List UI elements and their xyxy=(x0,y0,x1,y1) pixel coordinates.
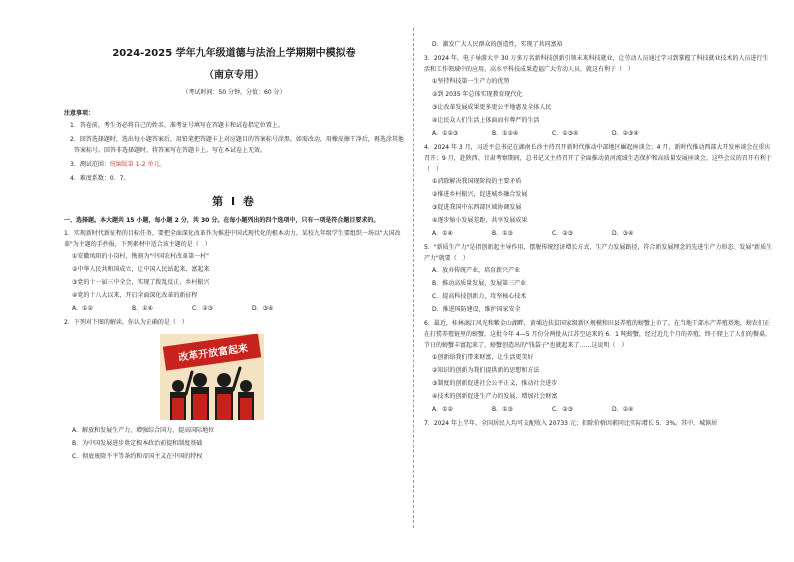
question-3-statement: ②到 2035 年总体实现教育现代化 xyxy=(432,91,523,98)
question-6-choices xyxy=(424,403,774,416)
choice: B．①③ xyxy=(492,406,513,413)
note-item-prefix: 3．测试范围： xyxy=(70,161,110,168)
choice: B．①④ xyxy=(132,305,153,312)
choice: D．②④ xyxy=(612,406,634,413)
choice: C．①③④ xyxy=(552,130,579,137)
test-scope: 统编版第 1-2 单元。 xyxy=(109,161,166,168)
question-3-statement: ④让民众人们生活上体面而有尊严的生活 xyxy=(432,117,540,124)
notes-heading: 注意事项： xyxy=(64,110,95,117)
exam-meta: （考试时间：50 分钟，分值：60 分） xyxy=(182,89,286,96)
question-4-statement: ②推进乡村振兴，促进城乡融合发展 xyxy=(432,191,528,198)
choice: C．②③ xyxy=(192,305,213,312)
section-instruction: 一、选择题。本大题共 15 小题，每小题 2 分，共 30 分。在每小题列出的四个选项中，只有一项是符合题目要求的。 xyxy=(64,217,380,224)
question-1-statement: ①安徽凤阳的小岗村，镌刻为"中国农村改革第一村" xyxy=(72,253,209,260)
note-item: 4．难度系数：0．7。 xyxy=(70,175,130,182)
choice: B．①③ xyxy=(492,230,513,237)
question-2-option: D．激发广大人民群众的创造性，实现了共同富裕 xyxy=(432,41,563,48)
question-6-statement: ④技术的创新促进生产力的发展，增加社会财富 xyxy=(432,393,558,400)
choice: A．①②③ xyxy=(432,130,459,137)
section-title: 第 I 卷 xyxy=(212,195,256,208)
choice: A．①② xyxy=(432,406,453,413)
question-4-statement: ③促进我国中东西部区域协调发展 xyxy=(432,204,522,211)
question-4-choices xyxy=(424,227,774,240)
note-item: 1．答卷前，考生务必将自己的姓名、准考证号填写在答题卡和试卷指定位置上。 xyxy=(70,122,284,129)
question-1-statement: ④党的十八大以来，开启全面深化改革的新征程 xyxy=(72,292,198,299)
question-2-option: A．解放和发展生产力，增强综合国力，提高国际地位 xyxy=(72,427,215,434)
question-3-stem: 3．2024 年，电子导游大平 30 万多万名新科技创新引领未来科技就业，让劳动人员通过学习到掌握了科技就业技术的人员进行生活和工作领域中的应用。高水平科技成果造福广大劳动人员，就这有利于（ ） xyxy=(424,55,769,73)
question-3-statement: ③让改革发展成果更多更公平地惠及全体人民 xyxy=(432,104,552,111)
note-item xyxy=(64,159,404,170)
left-column xyxy=(64,30,404,463)
question-4-statement: ④逐步缩小发展差距，共享发展成果 xyxy=(432,217,528,224)
right-column xyxy=(424,30,774,429)
question-4-stem: 4．2024 年 3 月，习近平总书记在湖南长沙主持召开新时代推动中部地区崛起座谈会；4 月，新时代推动西部大开发座谈会在重庆召开；9 月，赴陕西、甘肃考察期间，总书记又主持召开了全面推动黄河流域生态保护和高质量发展座谈会。这些会议的召开有利于（ ） xyxy=(424,144,772,173)
poster-text: 改革开放富起来 xyxy=(177,343,249,364)
choice: D．②③④ xyxy=(612,130,639,137)
question-6-statement: ②知识的创新为我们提供新的思想和方法 xyxy=(432,367,540,374)
question-1-statement: ③党的十一届三中全会，实现了拨乱反正、乡村振兴 xyxy=(72,279,210,286)
question-2-option: B．为中国发展进步奠定根本政治前提和制度基础 xyxy=(72,440,203,447)
poster-figures-illustration xyxy=(160,364,264,420)
question-4-statement: ①消除解决我国现阶段的主要矛盾 xyxy=(432,178,522,185)
choice: A．①④ xyxy=(432,230,453,237)
question-1-choices xyxy=(64,302,404,315)
question-5-option: D．推进国防建设，维护国家安全 xyxy=(432,306,521,313)
page-title: 2024-2025 学年九年级道德与法治上学期期中模拟卷 xyxy=(112,48,356,59)
choice: D．③④ xyxy=(252,305,274,312)
question-5-option: B．推动高质量发展，发展第三产业 xyxy=(432,280,527,287)
note-item: 2．回答选择题时，选出每小题答案后，用铅笔把答题卡上对应题目的答案标号涂黑。如需改动，用橡皮擦干净后，再选涂其他答案标号。回答非选择题时，将答案写在答题卡上。写在本试卷上无效。 xyxy=(70,136,404,154)
question-7-stem: 7．2024 年上半年，全国居民人均可支配收入 20733 元；扣除价格因素同比实际增长 5．3%。其中，城镇居 xyxy=(424,420,718,427)
reform-poster-image xyxy=(160,334,264,420)
question-6-stem: 6．最近，桂林漓江风光和紫金山湖畔，黄埔边扶贫国家级新区规模和田县养殖的螃蟹上市了。在当地干部水产养殖基地，螃农们正在打捞养殖链里的螃蟹。这批今年 4—5 月份分两批从江苏空运来的 6．1 吨螃蟹，经过近几个月的养殖，终于爬上了人们的餐桌。节日的螃蟹丰富起来了，螃蟹创造出的"钱袋子"也就起来了……这说明（ ） xyxy=(424,320,771,349)
question-5-option: C．提高科技创新力，攻坚核心技术 xyxy=(432,293,527,300)
question-1-statement: ②中华人民共和国成立，让中国人民站起来、富起来 xyxy=(72,266,210,273)
question-5-stem: 5．"新质生产力"是指创新起主导作用，摆脱传统经济增长方式、生产力发展路径，符合新发展理念的先进生产力形态。发展"新质生产力"就要（ ） xyxy=(424,244,773,262)
question-2-stem: 2．下列对下图的解读，你认为正确的是（ ） xyxy=(64,319,188,326)
choice: C．②③ xyxy=(552,230,573,237)
question-5-option: A．放弃传统产业，培育新兴产业 xyxy=(432,267,521,274)
question-1-stem: 1．实现新时代新征程的目标任务，要把全面深化改革作为推进中国式现代化的根本动力。某校九年级学生要组织一场以"大国改革"为主题的手抄报，下列素材中适合该主题的是（ ） xyxy=(64,230,401,248)
choice: D．③④ xyxy=(612,230,634,237)
choice: B．①②④ xyxy=(492,130,519,137)
question-3-statement: ①坚持科技第一生产力的优势 xyxy=(432,78,510,85)
choice: C．②③ xyxy=(552,406,573,413)
choice: A．①② xyxy=(72,305,93,312)
question-6-statement: ①创新给我们带来财富，让生活更美好 xyxy=(432,354,534,361)
column-divider xyxy=(413,28,414,528)
question-6-statement: ③制度的创新促进社会公平正义，推动社会进步 xyxy=(432,380,558,387)
question-2-option: C．彻底废除不平等条约和帝国主义在中国的特权 xyxy=(72,453,203,460)
question-3-choices xyxy=(424,127,774,140)
page-subtitle: （南京专用） xyxy=(204,70,264,81)
